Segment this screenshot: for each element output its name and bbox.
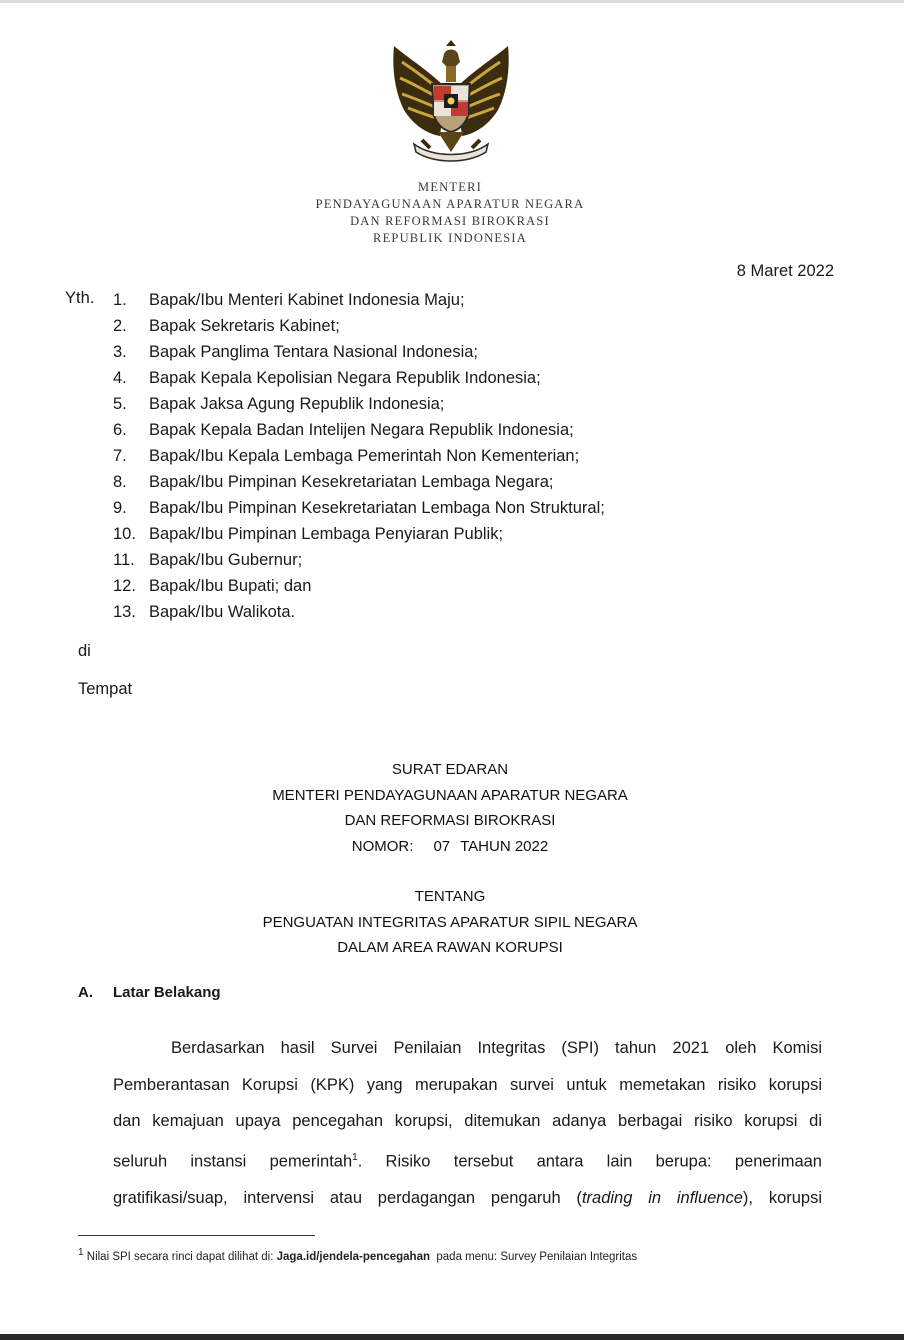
footnote-text: pada menu: Survey Penilaian Integritas xyxy=(430,1250,638,1263)
recipient-item xyxy=(113,497,713,523)
footnote-rule xyxy=(78,1235,315,1236)
body-paragraph xyxy=(113,1030,822,1216)
recipient-item xyxy=(113,419,713,445)
title-line: MENTERI PENDAYAGUNAAN APARATUR NEGARA xyxy=(272,786,628,804)
recipient-item xyxy=(113,523,713,549)
recipient-text: Bapak Jaksa Agung Republik Indonesia; xyxy=(149,395,445,413)
recipient-item xyxy=(113,367,713,393)
recipient-number: 5. xyxy=(113,395,127,413)
paragraph-line: Pemberantasan Korupsi (KPK) yang merupakan survei untuk memetakan risiko korupsi xyxy=(113,1075,822,1094)
recipient-number: 3. xyxy=(113,343,127,361)
letterhead xyxy=(250,179,650,247)
title-subject: DALAM AREA RAWAN KORUPSI xyxy=(337,939,563,956)
letter-date: 8 Maret 2022 xyxy=(736,262,834,280)
recipient-item xyxy=(113,289,713,315)
garuda-emblem-icon xyxy=(388,40,514,168)
recipient-text: Bapak/Ibu Menteri Kabinet Indonesia Maju; xyxy=(149,291,465,309)
recipient-text: Bapak/Ibu Walikota. xyxy=(149,603,296,621)
address-di: di xyxy=(78,642,91,660)
document-title xyxy=(150,757,750,961)
recipient-number: 4. xyxy=(113,369,127,387)
section-letter: A. xyxy=(78,984,93,1001)
paragraph-line xyxy=(113,1140,822,1180)
recipient-text: Bapak/Ibu Pimpinan Lembaga Penyiaran Publik; xyxy=(149,525,504,543)
recipient-number: 2. xyxy=(113,317,127,335)
recipient-item xyxy=(113,341,713,367)
emblem-head xyxy=(442,50,460,69)
footnote xyxy=(78,1247,637,1263)
italic-term: trading in influence xyxy=(581,1188,743,1207)
recipient-text: Bapak Sekretaris Kabinet; xyxy=(149,317,340,335)
recipient-number: 10. xyxy=(113,525,136,543)
recipient-item xyxy=(113,393,713,419)
recipient-text: Bapak Kepala Kepolisian Negara Republik Indonesia; xyxy=(149,369,541,387)
recipient-item xyxy=(113,549,713,575)
recipient-text: Bapak/Ibu Bupati; dan xyxy=(149,577,312,595)
title-subject: PENGUATAN INTEGRITAS APARATUR SIPIL NEGARA xyxy=(262,913,638,931)
recipient-text: Bapak/Ibu Pimpinan Kesekretariatan Lembaga Negara; xyxy=(149,473,554,491)
recipient-item xyxy=(113,601,713,627)
address-tempat: Tempat xyxy=(78,680,133,698)
line-text: gratifikasi/suap, intervensi atau perdagangan pengaruh ( xyxy=(113,1188,582,1207)
nomor-number: 07 xyxy=(433,837,451,855)
nomor-year: TAHUN 2022 xyxy=(460,837,549,855)
title-tentang: TENTANG xyxy=(414,888,486,905)
letterhead-line: REPUBLIK INDONESIA xyxy=(373,231,527,245)
footnote-text: Nilai SPI secara rinci dapat dilihat di: xyxy=(83,1250,277,1263)
title-nomor xyxy=(150,834,750,860)
recipient-number: 13. xyxy=(113,603,136,621)
title-line: DAN REFORMASI BIROKRASI xyxy=(344,812,556,829)
page-bottom-edge xyxy=(0,1334,904,1340)
recipient-item xyxy=(113,315,713,341)
recipient-text: Bapak/Ibu Gubernur; xyxy=(149,551,303,569)
recipient-list xyxy=(113,289,713,627)
recipient-number: 1. xyxy=(113,291,127,309)
recipient-number: 9. xyxy=(113,499,127,517)
recipient-number: 12. xyxy=(113,577,136,595)
letterhead-line: PENDAYAGUNAAN APARATUR NEGARA xyxy=(315,197,585,211)
letterhead-line: DAN REFORMASI BIROKRASI xyxy=(350,214,550,228)
recipient-number: 11. xyxy=(113,551,135,569)
footnote-marker: 1 xyxy=(78,1247,84,1258)
recipient-number: 8. xyxy=(113,473,127,491)
recipient-text: Bapak/Ibu Pimpinan Kesekretariatan Lembaga Non Struktural; xyxy=(149,499,605,517)
line-text: seluruh instansi pemerintah xyxy=(113,1152,353,1170)
recipient-text: Bapak/Ibu Kepala Lembaga Pemerintah Non Kementerian; xyxy=(149,447,580,465)
letterhead-line: MENTERI xyxy=(418,180,482,194)
line-text: ), korupsi xyxy=(742,1188,823,1207)
footnote-link[interactable]: Jaga.id/jendela-pencegahan xyxy=(276,1250,430,1263)
recipient-number: 7. xyxy=(113,447,127,465)
salutation: Yth. xyxy=(65,289,95,307)
emblem-crest xyxy=(446,40,456,46)
recipient-item xyxy=(113,575,713,601)
paragraph-line xyxy=(113,1180,822,1217)
line-text: . Risiko tersebut antara lain berupa: penerimaan xyxy=(357,1152,822,1170)
recipient-text: Bapak Panglima Tentara Nasional Indonesia; xyxy=(149,343,478,361)
nomor-label: NOMOR: xyxy=(351,837,414,855)
recipient-item xyxy=(113,471,713,497)
recipient-text: Bapak Kepala Badan Intelijen Negara Republik Indonesia; xyxy=(149,421,574,439)
title-line: SURAT EDARAN xyxy=(391,761,509,778)
footnote-ref: 1 xyxy=(352,1151,358,1163)
recipient-item xyxy=(113,445,713,471)
section-title: Latar Belakang xyxy=(113,984,221,1001)
paragraph-line: dan kemajuan upaya pencegahan korupsi, ditemukan adanya berbagai risiko korupsi di xyxy=(113,1112,822,1130)
section-heading xyxy=(78,984,221,1001)
page-top-edge xyxy=(0,0,904,3)
emblem-neck xyxy=(446,66,456,82)
paragraph-line: Berdasarkan hasil Survei Penilaian Integritas (SPI) tahun 2021 oleh Komisi xyxy=(171,1039,822,1057)
recipient-number: 6. xyxy=(113,421,127,439)
emblem-tail xyxy=(438,132,464,152)
title-spacer xyxy=(150,859,750,884)
